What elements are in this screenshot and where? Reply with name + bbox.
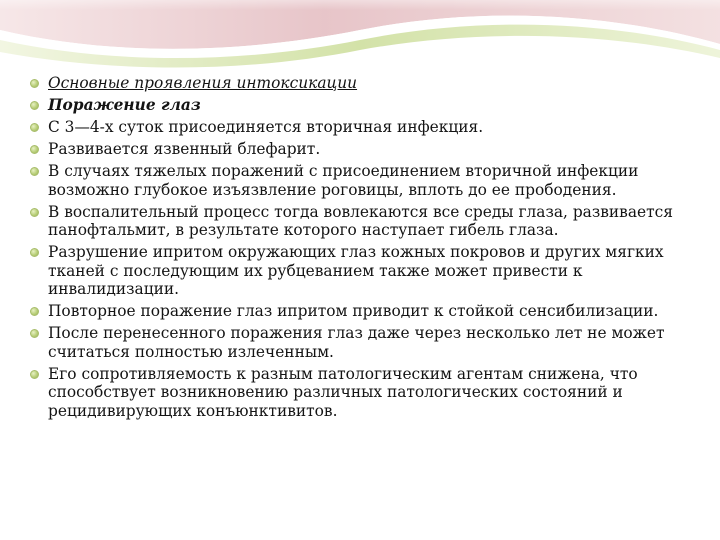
list-item: В воспалительный процесс тогда вовлекаются все среды глаза, развивается панофтальмит, в результате которого наступает гибель глаза. bbox=[30, 203, 694, 240]
bullet-marker-icon bbox=[30, 101, 39, 110]
bullet-marker-icon bbox=[30, 167, 39, 176]
list-item: Поражение глаз bbox=[30, 96, 694, 115]
slide-content bbox=[30, 74, 694, 424]
bullet-marker-icon bbox=[30, 370, 39, 379]
list-item: Повторное поражение глаз ипритом приводит к стойкой сенсибилизации. bbox=[30, 302, 694, 321]
bullet-marker-icon bbox=[30, 208, 39, 217]
list-item: С 3—4-х суток присоединяется вторичная инфекция. bbox=[30, 118, 694, 137]
list-item: В случаях тяжелых поражений с присоединением вторичной инфекции возможно глубокое изъязвление роговицы, вплоть до ее прободения. bbox=[30, 162, 694, 199]
bullet-marker-icon bbox=[30, 145, 39, 154]
list-item: Его сопротивляемость к разным патологическим агентам снижена, что способствует возникновению различных патологических состояний и рецидивирующих конъюнктивитов. bbox=[30, 365, 694, 421]
bullet-marker-icon bbox=[30, 307, 39, 316]
bullet-marker-icon bbox=[30, 123, 39, 132]
list-item: Развивается язвенный блефарит. bbox=[30, 140, 694, 159]
bullet-marker-icon bbox=[30, 248, 39, 257]
bullet-marker-icon bbox=[30, 79, 39, 88]
list-item: После перенесенного поражения глаз даже через несколько лет не может считаться полностью излеченным. bbox=[30, 324, 694, 361]
bullet-list bbox=[30, 74, 694, 420]
bullet-marker-icon bbox=[30, 329, 39, 338]
list-item: Основные проявления интоксикации bbox=[30, 74, 694, 93]
list-item: Разрушение ипритом окружающих глаз кожных покровов и других мягких тканей с последующим их рубцеванием также может привести к инвалидизации. bbox=[30, 243, 694, 299]
